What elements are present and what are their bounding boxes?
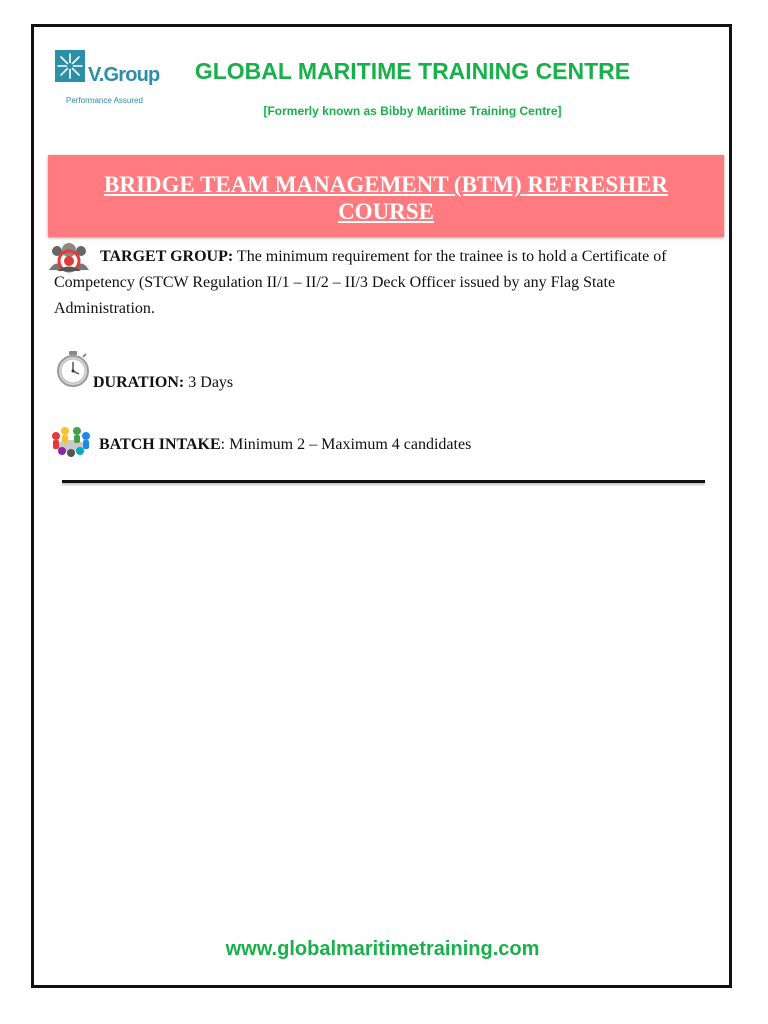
logo-tagline: Performance Assured [66,96,143,105]
course-banner [48,155,724,237]
batch-intake-section [99,432,471,458]
target-group-label: TARGET GROUP: [100,248,234,265]
vgroup-logo [55,50,165,112]
stopwatch-icon [55,350,91,388]
target-group-text: The minimum requirement for the trainee is to hold a Certificate of Competency (STCW Regulation II/1 – II/2 – II/3 Deck Officer issued by any Flag State Administration. [54,248,667,317]
duration-section [93,370,233,396]
logo-name: V.Group [88,64,160,86]
batch-intake-label: BATCH INTAKE [99,436,221,453]
course-title: BRIDGE TEAM MANAGEMENT (BTM) REFRESHER COURSE [104,172,668,224]
page-title: GLOBAL MARITIME TRAINING CENTRE [194,58,631,84]
duration-text: 3 Days [184,374,234,391]
page-subtitle: [Formerly known as Bibby Maritime Training Centre] [263,104,562,118]
duration-label: DURATION: [93,374,185,391]
batch-intake-text: : Minimum 2 – Maximum 4 candidates [220,436,472,453]
target-group-section [54,244,694,322]
target-group-icon [48,240,90,274]
vgroup-star-icon [55,50,85,82]
section-divider [62,480,705,483]
group-meeting-icon [48,424,94,458]
website-link[interactable]: www.globalmaritimetraining.com [225,938,540,960]
